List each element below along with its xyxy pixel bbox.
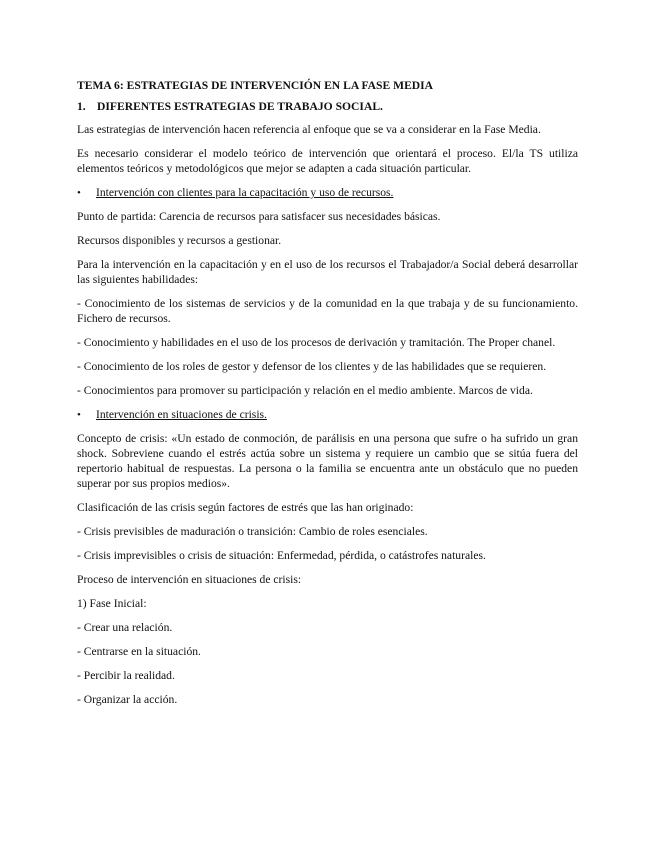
section-heading-number: 1. [77,100,86,113]
list-item: - Centrarse en la situación. [77,645,201,658]
paragraph: Concepto de crisis: «Un estado de conmoción, de parálisis en una persona que sufre o ha sufrido un gran shock. Sobreviene cuando el estrés actúa sobre un sistema y requiere un cambio que se sitúa fuera del repertorio habitual de respuestas. La persona o la familia se encuentra ante un obstáculo que no pueden superar por sus propios medios». [77,432,578,490]
list-item: - Percibir la realidad. [77,669,175,682]
list-item: - Conocimientos para promover su participación y relación en el medio ambiente. Marcos de vida. [77,384,533,397]
list-item: - Crisis previsibles de maduración o transición: Cambio de roles esenciales. [77,525,428,538]
document-page [77,78,578,716]
list-item: - Conocimiento de los roles de gestor y defensor de los clientes y de las habilidades que se requieren. [77,360,547,373]
list-item: - Organizar la acción. [77,693,178,706]
list-item: 1) Fase Inicial: [77,597,147,610]
paragraph: Punto de partida: Carencia de recursos para satisfacer sus necesidades básicas. [77,210,441,223]
bullet-resources [77,185,578,201]
bullet-crisis [77,407,578,423]
paragraph: Clasificación de las crisis según factores de estrés que las han originado: [77,501,414,514]
list-item: - Conocimiento de los sistemas de servicios y de la comunidad en la que trabaja y de su funcionamiento. Fichero de recursos. [77,297,578,325]
section-heading-text: DIFERENTES ESTRATEGIAS DE TRABAJO SOCIAL. [97,100,383,113]
list-item: - Crisis imprevisibles o crisis de situación: Enfermedad, pérdida, o catástrofes naturales. [77,549,486,562]
intro-paragraph: Las estrategias de intervención hacen referencia al enfoque que se va a considerar en la Fase Media. [77,123,541,136]
paragraph: Proceso de intervención en situaciones de crisis: [77,573,302,586]
bullet-resources-text: Intervención con clientes para la capacitación y uso de recursos. [96,186,394,199]
bullet-icon: • [77,409,81,421]
section-heading [77,99,578,114]
intro-paragraph: Es necesario considerar el modelo teórico de intervención que orientará el proceso. El/la TS utiliza elementos teóricos y metodológicos que mejor se adapten a cada situación particular. [77,147,578,175]
document-title: TEMA 6: ESTRATEGIAS DE INTERVENCIÓN EN LA FASE MEDIA [77,79,434,92]
list-item: - Conocimiento y habilidades en el uso de los procesos de derivación y tramitación. The Proper chanel. [77,336,556,349]
bullet-icon: • [77,187,81,199]
bullet-crisis-text: Intervención en situaciones de crisis. [96,408,267,421]
list-item: - Crear una relación. [77,621,173,634]
paragraph: Recursos disponibles y recursos a gestionar. [77,234,282,247]
paragraph: Para la intervención en la capacitación y en el uso de los recursos el Trabajador/a Social deberá desarrollar las siguientes habilidades: [77,258,578,286]
